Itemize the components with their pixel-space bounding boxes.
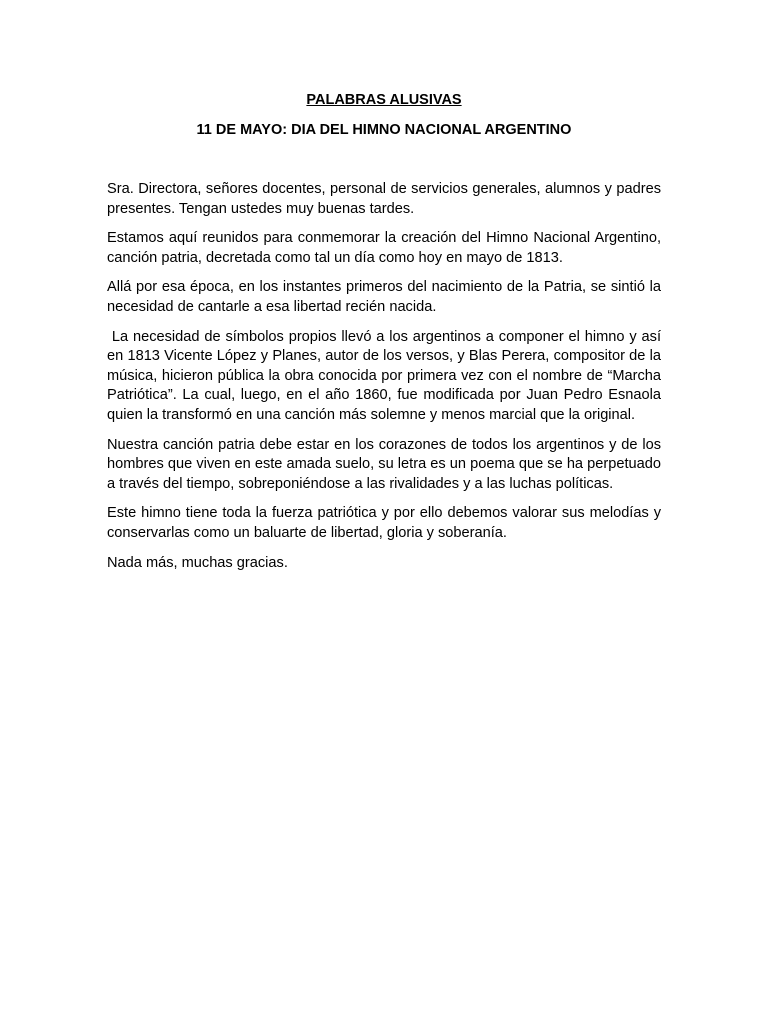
paragraph-closing: Nada más, muchas gracias. <box>107 554 288 571</box>
paragraph-significance: Nuestra canción patria debe estar en los corazones de todos los argentinos y de los hombres que viven en este amada suelo, su letra es un poema que se ha perpetuado a través del tiempo, sobreponiéndose a las rivalidades y a las luchas políticas. <box>107 436 666 492</box>
paragraph-greeting: Sra. Directora, señores docentes, personal de servicios generales, alumnos y padres presentes. Tengan ustedes muy buenas tardes. <box>107 181 666 217</box>
paragraph-composition: La necesidad de símbolos propios llevó a los argentinos a componer el himno y así en 1813 Vicente López y Planes, autor de los versos, y Blas Perera, compositor de la música, hicieron pública la obra conocida por primera vez con el nombre de “Marcha Patriótica”. La cual, luego, en el año 1860, fue modificada por Juan Pedro Esnaola quien la transformó en una canción más solemne y menos marcial que la original. <box>107 328 666 423</box>
document-body <box>107 180 666 583</box>
paragraph-purpose: Estamos aquí reunidos para conmemorar la creación del Himno Nacional Argentino, canción patria, decretada como tal un día como hoy en mayo de 1813. <box>107 230 666 266</box>
document-title: PALABRAS ALUSIVAS <box>306 92 462 108</box>
paragraph-history: Allá por esa época, en los instantes primeros del nacimiento de la Patria, se sintió la necesidad de cantarle a esa libertad recién nacida. <box>107 279 666 315</box>
document-subtitle: 11 DE MAYO: DIA DEL HIMNO NACIONAL ARGENTINO <box>196 122 572 138</box>
paragraph-value: Este himno tiene toda la fuerza patriótica y por ello debemos valorar sus melodías y conservarlas como un baluarte de libertad, gloria y soberanía. <box>107 505 666 541</box>
